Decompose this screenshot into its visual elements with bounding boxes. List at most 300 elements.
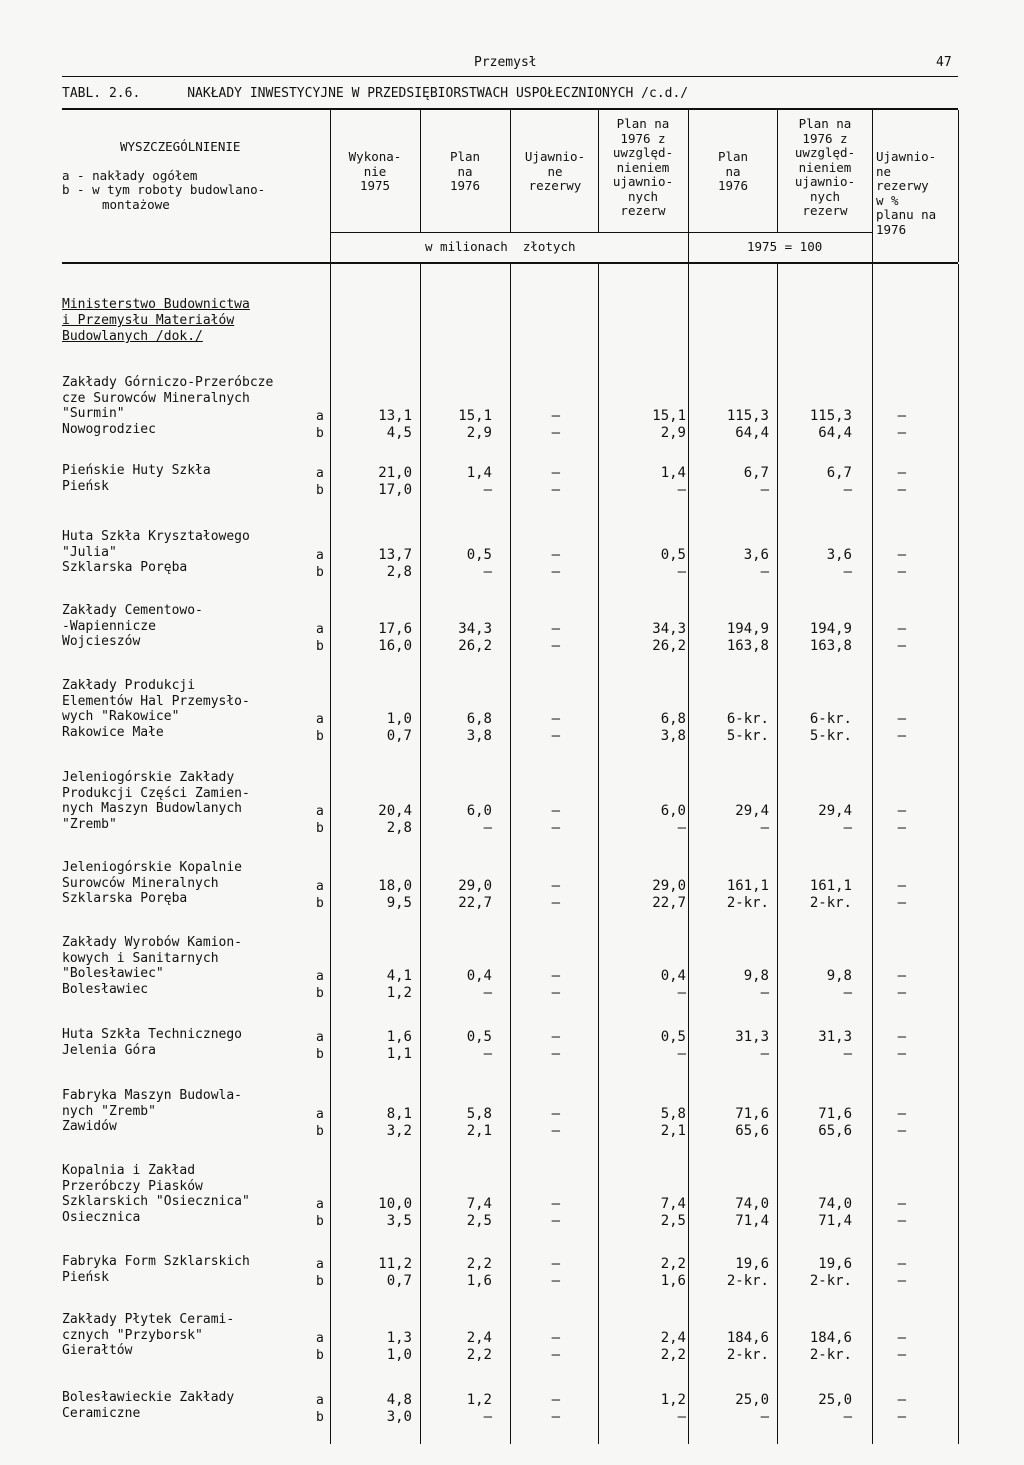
cell-value-a: 20,4	[378, 803, 412, 819]
cell-col-1	[378, 621, 412, 655]
cell-value-a: 34,3	[652, 620, 686, 637]
cell-value-b: –	[897, 894, 906, 911]
row-name	[62, 1088, 242, 1135]
cell-col-3	[552, 621, 560, 655]
cell-value-b: –	[483, 985, 492, 1001]
table-title: TABL. 2.6. NAKŁADY INWESTYCYJNE W PRZEDSIĘBIORSTWACH USPOŁECZNIONYCH /c.d./	[62, 86, 689, 101]
cell-value-a: –	[551, 1256, 560, 1272]
cell-value-a: 6,7	[826, 465, 852, 481]
cell-col-1	[378, 1196, 412, 1230]
cell-value-a: 161,1	[726, 877, 769, 894]
cell-value-a: –	[551, 877, 560, 894]
cell-col-3	[552, 1330, 560, 1364]
row-name	[62, 463, 211, 494]
cell-col-4	[661, 1029, 686, 1063]
cell-value-a: 2,2	[660, 1256, 686, 1272]
cell-value-b: 1,1	[386, 1046, 412, 1062]
cell-col-6	[818, 1392, 852, 1426]
row-marker-a: a	[316, 1330, 324, 1346]
row-name	[62, 860, 242, 907]
cell-value-b: –	[897, 1346, 906, 1363]
cell-col-3	[552, 803, 560, 837]
cell-value-b: 2,1	[466, 1122, 492, 1139]
row-marker-b: b	[316, 564, 324, 580]
row-name-line: Szklarska Poręba	[62, 891, 188, 906]
cell-col-2	[458, 408, 492, 442]
cell-col-1	[378, 465, 412, 499]
row-name-line: cznych "Przyborsk"	[62, 1327, 203, 1343]
cell-col-3	[552, 968, 560, 1002]
unit-label-millions: w milionach złotych	[425, 239, 576, 254]
cell-value-b: –	[551, 482, 560, 498]
col-header-1: Wykona- nie 1975	[348, 149, 402, 193]
stub-header	[62, 140, 265, 212]
cell-value-a: –	[897, 1029, 906, 1045]
cell-value-b: –	[483, 820, 492, 836]
row-marker-b: b	[316, 1347, 324, 1363]
unit-label-index: 1975 = 100	[747, 239, 823, 254]
cell-col-3	[552, 1106, 560, 1140]
cell-col-4	[661, 1106, 686, 1140]
cell-value-a: 2,4	[466, 1329, 492, 1346]
cell-value-b: 5-kr.	[809, 728, 852, 744]
cell-col-7	[898, 408, 906, 442]
row-marker-a: a	[316, 1257, 324, 1272]
cell-col-5	[727, 878, 769, 912]
body-col-divider	[688, 264, 689, 1444]
col-header-2: Plan na 1976	[449, 149, 481, 193]
cell-value-b: –	[760, 482, 769, 498]
cell-value-b: –	[551, 637, 560, 654]
cell-col-2	[467, 1330, 492, 1364]
cell-col-5	[727, 1330, 769, 1364]
row-name	[62, 375, 273, 437]
cell-col-5	[744, 547, 769, 581]
cell-value-b: –	[760, 1046, 769, 1062]
cell-value-a: 21,0	[378, 465, 412, 481]
cell-value-a: –	[551, 1196, 560, 1212]
row-marker-a: a	[316, 878, 324, 894]
cell-value-a: 1,3	[386, 1329, 412, 1346]
row-name-line: Pieńskie Huty Szkła	[62, 463, 211, 478]
cell-value-a: 194,9	[726, 620, 769, 637]
row-name-line: Zawidów	[62, 1119, 117, 1134]
cell-value-a: 74,0	[735, 1196, 769, 1212]
cell-value-b: 22,7	[652, 894, 686, 911]
cell-value-a: –	[897, 711, 906, 727]
running-head-section: Przemysł	[474, 55, 537, 70]
cell-col-1	[387, 968, 412, 1002]
cell-value-b: –	[843, 820, 852, 836]
cell-value-a: –	[551, 1329, 560, 1346]
cell-col-7	[898, 968, 906, 1002]
cell-value-b: 65,6	[818, 1122, 852, 1139]
cell-value-a: 29,4	[735, 803, 769, 819]
cell-value-a: 1,2	[466, 1392, 492, 1408]
cell-col-6	[827, 465, 852, 499]
cell-col-2	[467, 547, 492, 581]
row-name-line: Jeleniogórskie Zakłady	[62, 770, 235, 785]
cell-value-a: –	[897, 465, 906, 481]
cell-value-a: 15,1	[652, 408, 686, 424]
cell-value-a: 2,2	[466, 1256, 492, 1272]
col-header-4: Plan na 1976 z uwzględ- nieniem ujawnio- nych rezerw	[612, 116, 674, 218]
cell-value-a: 2,4	[660, 1329, 686, 1346]
cell-value-b: –	[551, 820, 560, 836]
row-name-line: Rakowice Małe	[62, 724, 164, 740]
ministry-line: Ministerstwo Budownictwa	[62, 297, 250, 312]
cell-value-a: 34,3	[458, 620, 492, 637]
cell-col-2	[467, 465, 492, 499]
cell-value-b: –	[897, 728, 906, 744]
cell-value-a: 4,8	[386, 1392, 412, 1408]
body-col-divider	[872, 264, 873, 1444]
cell-value-b: 2-kr.	[809, 1273, 852, 1289]
row-name-line: Zakłady Wyrobów Kamion-	[62, 935, 243, 950]
cell-value-b: 26,2	[458, 637, 492, 654]
cell-value-b: 5-kr.	[726, 728, 769, 744]
cell-value-a: 6,8	[660, 711, 686, 727]
cell-col-1	[378, 1256, 412, 1290]
col-divider	[598, 110, 599, 232]
cell-value-b: 17,0	[378, 482, 412, 498]
cell-col-3	[552, 408, 560, 442]
cell-col-7	[898, 1330, 906, 1364]
top-rule	[62, 76, 958, 77]
row-name-line: Jelenia Góra	[62, 1042, 156, 1058]
cell-value-a: 29,0	[458, 877, 492, 894]
cell-value-a: –	[897, 408, 906, 424]
row-name	[62, 935, 242, 997]
cell-value-a: –	[551, 803, 560, 819]
cell-value-a: 0,4	[660, 968, 686, 984]
cell-value-a: –	[551, 1392, 560, 1408]
row-marker-a: a	[316, 969, 324, 984]
cell-value-b: 2,5	[466, 1213, 492, 1229]
stub-header-title: WYSZCZEGÓLNIENIE	[120, 139, 241, 154]
cell-value-b: –	[551, 1213, 560, 1229]
cell-col-4	[652, 408, 686, 442]
row-name	[62, 1390, 234, 1421]
cell-value-b: –	[677, 1046, 686, 1062]
cell-col-6	[810, 408, 852, 442]
cell-value-b: –	[897, 482, 906, 498]
cell-col-7	[898, 711, 906, 745]
cell-value-a: 184,6	[726, 1329, 769, 1346]
cell-value-b: –	[897, 985, 906, 1001]
cell-value-a: 3,6	[743, 546, 769, 563]
cell-col-3	[552, 1029, 560, 1063]
row-name-line: Zakłady Produkcji	[62, 678, 196, 693]
row-marker-b: b	[316, 638, 324, 654]
cell-value-a: –	[551, 546, 560, 563]
row-name	[62, 603, 203, 650]
cell-value-a: 31,3	[735, 1029, 769, 1045]
row-marker-b: b	[316, 1274, 324, 1289]
cell-value-a: 15,1	[458, 408, 492, 424]
cell-value-a: 10,0	[378, 1196, 412, 1212]
cell-value-a: 29,4	[818, 803, 852, 819]
cell-col-6	[810, 878, 852, 912]
cell-value-b: –	[551, 1046, 560, 1062]
ministry-line: Budowlanych /dok./	[62, 329, 203, 344]
row-marker-b: b	[316, 729, 324, 744]
cell-value-b: 3,8	[466, 728, 492, 744]
cell-value-a: –	[551, 1029, 560, 1045]
body-col-divider	[777, 264, 778, 1444]
cell-value-b: –	[483, 1046, 492, 1062]
cell-col-6	[810, 621, 852, 655]
cell-value-b: –	[760, 563, 769, 580]
col-header-6: Plan na 1976 z uwzględ- nieniem ujawnio- nych rezerw	[794, 116, 856, 218]
row-name-line: Zakłady Płytek Cerami-	[62, 1312, 235, 1327]
body-col-divider	[958, 264, 959, 1444]
row-marker-a: a	[316, 466, 324, 481]
cell-col-1	[387, 1330, 412, 1364]
cell-col-1	[378, 547, 412, 581]
cell-value-a: 161,1	[809, 877, 852, 894]
cell-value-a: 31,3	[818, 1029, 852, 1045]
col-divider	[510, 110, 511, 232]
body-col-divider	[420, 264, 421, 1444]
cell-value-b: 3,0	[386, 1409, 412, 1425]
col-divider	[420, 110, 421, 232]
row-marker-a: a	[316, 804, 324, 819]
cell-value-a: 1,6	[386, 1029, 412, 1045]
cell-value-b: –	[483, 563, 492, 580]
row-name	[62, 1312, 234, 1359]
cell-col-1	[387, 711, 412, 745]
cell-value-b: 2-kr.	[726, 1273, 769, 1289]
cell-col-6	[810, 711, 852, 745]
unit-rule	[330, 232, 872, 233]
cell-value-b: –	[843, 563, 852, 580]
cell-value-b: –	[551, 1122, 560, 1139]
cell-col-3	[552, 878, 560, 912]
cell-value-a: 6,0	[466, 803, 492, 819]
col-divider	[688, 232, 689, 262]
cell-value-b: –	[551, 728, 560, 744]
row-marker-a: a	[316, 712, 324, 727]
row-name	[62, 770, 250, 832]
cell-value-a: 0,5	[660, 1029, 686, 1045]
cell-value-b: 4,5	[386, 425, 412, 441]
cell-value-a: 7,4	[660, 1196, 686, 1212]
cell-col-5	[727, 1256, 769, 1290]
cell-col-7	[898, 1106, 906, 1140]
cell-col-3	[552, 465, 560, 499]
cell-value-b: 2-kr.	[726, 894, 769, 911]
cell-col-5	[744, 465, 769, 499]
cell-value-a: –	[551, 1105, 560, 1122]
cell-value-b: –	[483, 1409, 492, 1425]
cell-col-6	[810, 1330, 852, 1364]
cell-value-a: 9,8	[743, 968, 769, 984]
cell-col-4	[661, 968, 686, 1002]
col-header-5: Plan na 1976	[717, 149, 749, 193]
row-marker-b: b	[316, 483, 324, 498]
page-number: 47	[936, 55, 952, 70]
row-name-line: Szklarska Poręba	[62, 560, 188, 575]
cell-value-b: 1,2	[386, 985, 412, 1001]
cell-value-a: 25,0	[818, 1392, 852, 1408]
cell-col-5	[735, 1196, 769, 1230]
cell-col-7	[898, 621, 906, 655]
cell-value-a: 4,1	[386, 968, 412, 984]
cell-col-3	[552, 711, 560, 745]
cell-value-a: 6-kr.	[809, 711, 852, 727]
row-marker-a: a	[316, 1197, 324, 1212]
cell-value-a: 71,6	[818, 1105, 852, 1122]
cell-col-4	[652, 878, 686, 912]
cell-col-2	[467, 1029, 492, 1063]
cell-col-4	[661, 1256, 686, 1290]
body-col-divider	[510, 264, 511, 1444]
cell-value-a: 3,6	[826, 546, 852, 563]
cell-col-7	[898, 1029, 906, 1063]
ministry-line: i Przemysłu Materiałów	[62, 313, 235, 328]
cell-value-b: 1,6	[660, 1273, 686, 1289]
cell-col-6	[810, 1256, 852, 1290]
cell-col-2	[467, 803, 492, 837]
cell-value-b: 9,5	[386, 894, 412, 911]
cell-value-a: –	[551, 711, 560, 727]
cell-col-2	[467, 1196, 492, 1230]
cell-value-b: 71,4	[735, 1213, 769, 1229]
row-name-line: Huta Szkła Kryształowego	[62, 529, 250, 544]
cell-value-b: 0,7	[386, 1273, 412, 1289]
cell-value-a: 1,4	[466, 465, 492, 481]
cell-col-7	[898, 803, 906, 837]
cell-col-5	[727, 711, 769, 745]
row-name-line: nych "Zremb"	[62, 1103, 156, 1119]
row-marker-a: a	[316, 1030, 324, 1045]
cell-value-a: –	[897, 1196, 906, 1212]
cell-col-1	[378, 878, 412, 912]
cell-col-4	[661, 1196, 686, 1230]
cell-value-b: –	[677, 563, 686, 580]
cell-col-3	[552, 1196, 560, 1230]
cell-value-a: 74,0	[818, 1196, 852, 1212]
row-name	[62, 529, 250, 576]
cell-col-6	[818, 1106, 852, 1140]
row-name-line: Przeróbczy Piasków	[62, 1178, 203, 1194]
cell-col-5	[735, 1029, 769, 1063]
cell-col-4	[661, 1330, 686, 1364]
cell-col-5	[735, 1106, 769, 1140]
cell-value-a: 29,0	[652, 877, 686, 894]
cell-value-a: 25,0	[735, 1392, 769, 1408]
cell-value-b: –	[677, 1409, 686, 1425]
cell-value-a: 7,4	[466, 1196, 492, 1212]
cell-value-b: –	[897, 1046, 906, 1062]
ministry-heading	[62, 297, 250, 345]
cell-value-b: –	[843, 482, 852, 498]
row-name-line: Huta Szkła Technicznego	[62, 1027, 243, 1042]
row-name-line: Fabryka Maszyn Budowla-	[62, 1088, 243, 1103]
cell-value-b: 65,6	[735, 1122, 769, 1139]
cell-value-a: 71,6	[735, 1105, 769, 1122]
cell-value-b: –	[483, 482, 492, 498]
row-name-line: Bolesławieckie Zakłady	[62, 1390, 235, 1405]
cell-value-b: –	[843, 985, 852, 1001]
cell-value-a: 11,2	[378, 1256, 412, 1272]
row-name-line: Elementów Hal Przemysło-	[62, 693, 250, 709]
cell-col-4	[661, 465, 686, 499]
cell-col-2	[467, 968, 492, 1002]
row-name-line: "Zremb"	[62, 816, 117, 832]
cell-value-b: 71,4	[818, 1213, 852, 1229]
row-marker-b: b	[316, 1047, 324, 1062]
row-name-line: kowych i Sanitarnych	[62, 950, 219, 966]
cell-value-a: 6,8	[466, 711, 492, 727]
cell-value-b: –	[897, 637, 906, 654]
cell-value-b: 2-kr.	[726, 1346, 769, 1363]
row-name-line: Zakłady Górniczo-Przeróbcze	[62, 375, 274, 390]
cell-col-2	[467, 711, 492, 745]
cell-value-a: 6,0	[660, 803, 686, 819]
cell-col-7	[898, 547, 906, 581]
row-name-line: Pieńsk	[62, 478, 109, 494]
cell-col-5	[727, 621, 769, 655]
row-name-line: Szklarskich "Osiecznica"	[62, 1194, 250, 1209]
row-name-line: Kopalnia i Zakład	[62, 1163, 196, 1178]
cell-col-2	[458, 878, 492, 912]
row-name-line: "Surmin"	[62, 406, 125, 421]
cell-col-2	[467, 1256, 492, 1290]
row-marker-b: b	[316, 821, 324, 836]
cell-value-a: 0,5	[660, 546, 686, 563]
cell-value-b: –	[551, 425, 560, 441]
cell-col-2	[467, 1392, 492, 1426]
cell-value-a: –	[897, 546, 906, 563]
col-header-3: Ujawnio- ne rezerwy	[524, 149, 586, 193]
cell-value-a: 6-kr.	[726, 711, 769, 727]
cell-value-b: 163,8	[809, 637, 852, 654]
row-name-line: -Wapiennicze	[62, 618, 156, 634]
cell-value-a: 194,9	[809, 620, 852, 637]
cell-value-a: 17,6	[378, 620, 412, 637]
cell-value-b: –	[897, 820, 906, 836]
cell-value-b: 64,4	[735, 425, 769, 441]
cell-value-b: –	[897, 563, 906, 580]
row-name	[62, 678, 250, 740]
cell-value-a: –	[897, 968, 906, 984]
cell-value-b: 2,8	[386, 820, 412, 836]
cell-col-7	[898, 878, 906, 912]
row-name-line: nych Maszyn Budowlanych	[62, 801, 243, 816]
row-name-line: wych "Rakowice"	[62, 709, 180, 724]
row-name-line: Jeleniogórskie Kopalnie	[62, 860, 243, 875]
cell-col-4	[661, 803, 686, 837]
stub-header-b-cont: montażowe	[102, 196, 170, 212]
row-marker-b: b	[316, 1123, 324, 1139]
cell-value-a: –	[897, 877, 906, 894]
cell-col-2	[467, 1106, 492, 1140]
cell-col-1	[378, 408, 412, 442]
cell-value-a: 8,1	[386, 1105, 412, 1122]
cell-value-b: –	[551, 894, 560, 911]
row-marker-b: b	[316, 986, 324, 1001]
cell-value-b: 2,2	[660, 1346, 686, 1363]
col-header-7: Ujawnio- ne rezerwy w % planu na 1976	[876, 149, 937, 237]
cell-value-a: 18,0	[378, 877, 412, 894]
row-name-line: cze Surowców Mineralnych	[62, 390, 250, 406]
cell-value-a: –	[897, 620, 906, 637]
cell-value-b: –	[551, 1409, 560, 1425]
cell-value-a: 115,3	[809, 408, 852, 424]
cell-col-6	[827, 968, 852, 1002]
